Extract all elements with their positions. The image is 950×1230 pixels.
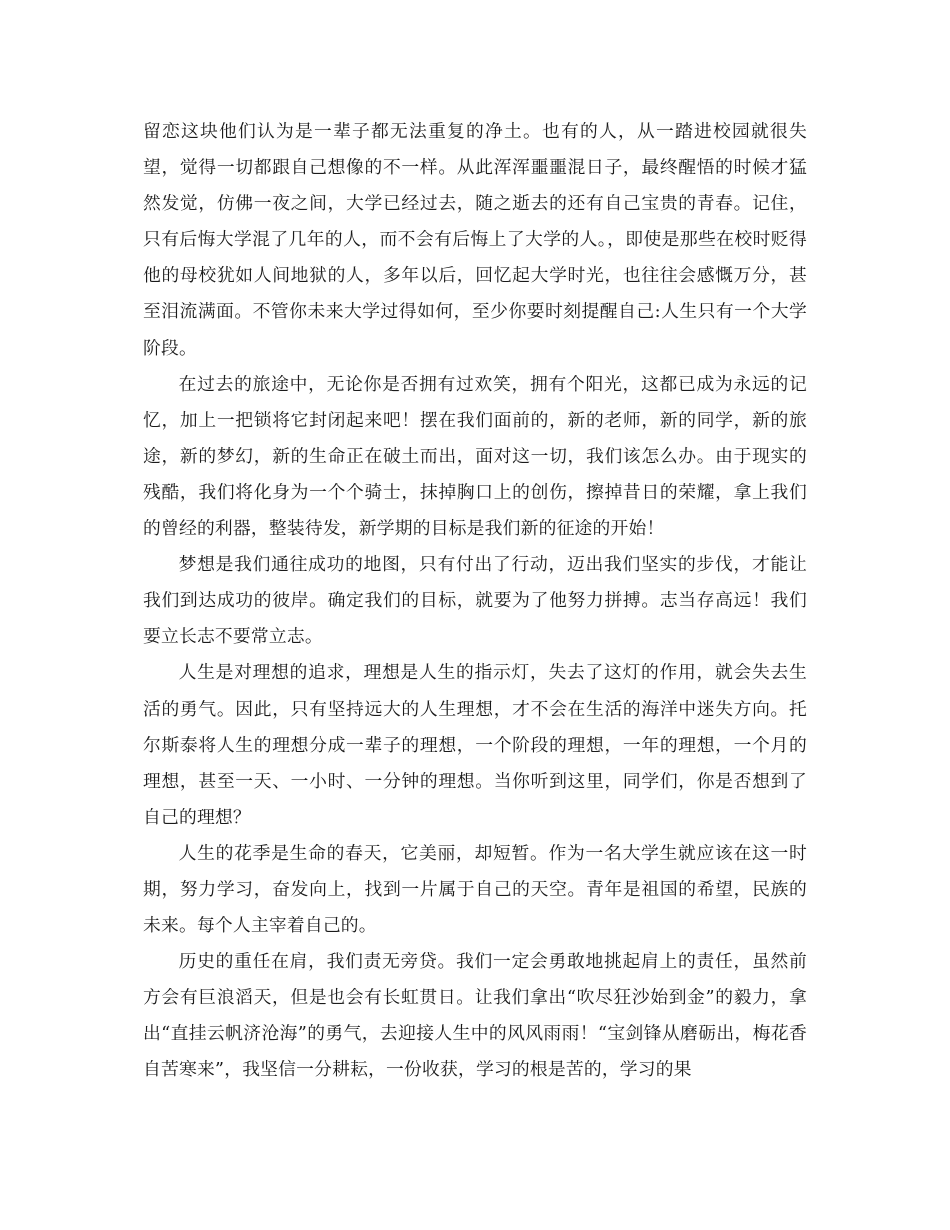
paragraph: 人生的花季是生命的春天，它美丽，却短暂。作为一名大学生就应该在这一时期，努力学习，奋发向上，找到一片属于自己的天空。青年是祖国的希望，民族的未来。每个人主宰着自己的。 (143, 842, 807, 937)
paragraph: 历史的重任在肩，我们责无旁贷。我们一定会勇敢地挑起肩上的责任，虽然前方会有巨浪滔天，但是也会有长虹贯日。让我们拿出“吹尽狂沙始到金”的毅力，拿出“直挂云帆济沧海”的勇气，去迎接人生中的风风雨雨！“宝剑锋从磨砺出，梅花香自苦寒来”，我坚信一分耕耘，一份收获，学习的根是苦的，学习的果 (143, 951, 807, 1081)
document-body (143, 114, 807, 1089)
paragraph: 梦想是我们通往成功的地图，只有付出了行动，迈出我们坚实的步伐，才能让我们到达成功的彼岸。确定我们的目标，就要为了他努力拼搏。志当存高远！我们要立长志不要常立志。 (143, 554, 807, 648)
paragraph: 在过去的旅途中，无论你是否拥有过欢笑，拥有个阳光，这都已成为永远的记忆，加上一把锁将它封闭起来吧！摆在我们面前的，新的老师，新的同学，新的旅途，新的梦幻，新的生命正在破土而出，面对这一切，我们该怎么办。由于现实的残酷，我们将化身为一个个骑士，抹掉胸口上的创伤，擦掉昔日的荣耀，拿上我们的曾经的利器，整装待发，新学期的目标是我们新的征途的开始！ (143, 373, 807, 540)
paragraph: 人生是对理想的追求，理想是人生的指示灯，失去了这灯的作用，就会失去生活的勇气。因此，只有坚持远大的人生理想，才不会在生活的海洋中迷失方向。托尔斯泰将人生的理想分成一辈子的理想，一个阶段的理想，一年的理想，一个月的理想，甚至一天、一小时、一分钟的理想。当你听到这里，同学们，你是否想到了自己的理想？ (143, 662, 807, 828)
paragraph-continued: 留恋这块他们认为是一辈子都无法重复的净土。也有的人，从一踏进校园就很失望，觉得一切都跟自己想像的不一样。从此浑浑噩噩混日子，最终醒悟的时候才猛然发觉，仿佛一夜之间，大学已经过去，随之逝去的还有自己宝贵的青春。记住，只有后悔大学混了几年的人，而不会有后悔上了大学的人。，即使是那些在校时贬得他的母校犹如人间地狱的人，多年以后，回忆起大学时光，也往往会感慨万分，甚至泪流满面。不管你未来大学过得如何，至少你要时刻提醒自己:人生只有一个大学阶段。 (143, 121, 807, 359)
